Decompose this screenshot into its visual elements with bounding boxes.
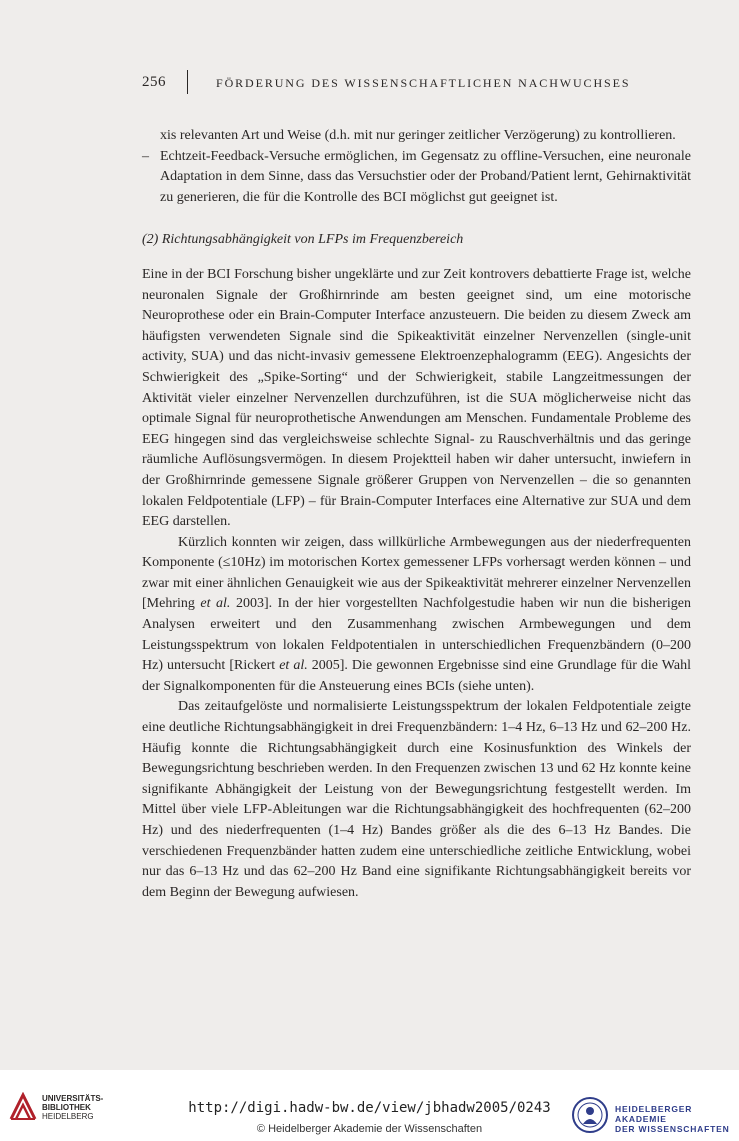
running-head: FÖRDERUNG DES WISSENSCHAFTLICHEN NACHWUCHSES xyxy=(216,76,631,90)
list-item-text: Echtzeit-Feedback-Versuche ermöglichen, im Gegensatz zu offline-Versuchen, eine neuronale Adaptation in dem Sinne, dass das Versuchstier oder der Proband/Patient lernt, Gehirnaktivität zu generieren, die für die Kontrolle des BCI möglichst gut geeignet ist. xyxy=(160,148,691,205)
academy-name-line: HEIDELBERGER AKADEMIE xyxy=(615,1104,693,1124)
list-item-continuation: xis relevanten Art und Weise (d.h. mit nur geringer zeitlicher Verzögerung) zu kontrollieren. xyxy=(160,128,676,143)
paragraph-1: Eine in der BCI Forschung bisher ungeklärte und zur Zeit kontrovers debattierte Frage ist, welche neuronalen Signale der Großhirnrinde am besten geeignet sind, um eine motorische Neuroprothese oder ein Brain-Computer Interface anzusteuern. Die beiden zu diesem Zweck am häufigsten verwendeten Signale sind die Spikeaktivität einzelner Nervenzellen (single-unit activity, SUA) und das nicht-invasiv gemessene Elektroenzephalogramm (EEG). Angesichts der Schwierigkeit des „Spike-Sorting“ und der Schwierigkeit, stabile Langzeitmessungen der Aktivität vieler einzelner Nervenzellen durchzuführen, ist die SUA möglicherweise nicht das optimale Signal für neuroprothetische Anwendungen am Menschen. Fundamentale Probleme des EEG hingegen sind das vergleichsweise schlechte Signal- zu Rauschverhältnis und das geringe räumliche Auflösungsvermögen. In diesem Projektteil haben wir daher untersucht, inwiefern in der Großhirnrinde gemessene Signale größerer Gruppen von Nervenzellen – die so genannten lokalen Feldpotentiale (LFP) – für Brain-Computer Interfaces eine Alternative zur SUA und dem EEG darstellen. xyxy=(142,266,691,530)
paragraph-2-part-2: 2003]. In der hier vorgestellten Nachfolgestudie haben wir nun die bisherigen Analysen erweitert und den Zusammenhang zwischen Armbewegungen und dem Leistungsspektrum von lokalen Feldpotentialen in unterschiedlichen Frequenzbändern (0–200 Hz) untersucht [Rickert xyxy=(142,596,691,674)
academy-name xyxy=(615,1104,739,1134)
academy-seal-icon xyxy=(571,1096,609,1134)
library-name-line: HEIDELBERG xyxy=(42,1112,94,1121)
page-number: 256 xyxy=(142,74,166,90)
header-divider xyxy=(187,70,188,94)
paragraph-2 xyxy=(142,533,691,698)
body-text xyxy=(142,126,691,903)
digitization-footer xyxy=(0,1070,739,1141)
library-name-line: BIBLIOTHEK xyxy=(42,1103,91,1112)
library-name-line: UNIVERSITÄTS- xyxy=(42,1094,104,1103)
paragraph-2-part-3: 2005]. Die gewonnen Ergebnisse sind eine Grundlage für die Wahl der Signalkomponenten für die Ansteuerung eines BCIs (siehe unten). xyxy=(142,658,691,694)
paragraph-2-part-1: Kürzlich konnten wir zeigen, dass willkürliche Armbewegungen aus der niederfrequenten Komponente (≤10Hz) im motorischen Kortex gemessener LFPs vorhersagt werden können – und zwar mit einer ähnlichen Genauigkeit wie aus der Spikeaktivität mehrerer einzelner Nervenzellen [Mehring xyxy=(142,534,691,612)
copyright-notice: © Heidelberger Akademie der Wissenschaften xyxy=(256,1123,483,1135)
citation-et-al: et al. xyxy=(279,658,308,674)
section-heading: (2) Richtungsabhängigkeit von LFPs im Frequenzbereich xyxy=(142,232,464,248)
list-item xyxy=(142,147,691,209)
permalink-url[interactable]: http://digi.hadw-bw.de/view/jbhadw2005/0243 xyxy=(188,1100,551,1116)
citation-et-al: et al. xyxy=(200,596,231,612)
paragraph-3: Das zeitaufgelöste und normalisierte Leistungsspektrum der lokalen Feldpotentiale zeigte eine deutliche Richtungsabhängigkeit in drei Frequenzbändern: 1–4 Hz, 6–13 Hz und 62–200 Hz. Häufig konnte die Richtungsabhängigkeit durch eine Kosinusfunktion des Winkels der Bewegungsrichtung beschrieben werden. In den Frequenzen zwischen 13 und 62 Hz konnte keine signifikante Abhängigkeit der Leistung von der Bewegungsrichtung festgestellt werden. Im Mittel über viele LFP-Ableitungen war die Richtungsabhängigkeit des hochfrequenten (62–200 Hz) und des niederfrequenten (1–4 Hz) Bandes größer als die des 6–13 Hz Bandes. Die verschiedenen Frequenzbänder hatten zudem eine unterschiedliche zeitliche Entwicklung, wobei nur das 6–13 Hz und das 62–200 Hz Band eine signifikante Richtungsabhängigkeit bereits vor dem Beginn der Bewegung aufwiesen. xyxy=(142,699,691,900)
academy-name-line: DER WISSENSCHAFTEN xyxy=(615,1124,730,1134)
page-header xyxy=(142,74,642,96)
list-dash: – xyxy=(142,148,149,164)
